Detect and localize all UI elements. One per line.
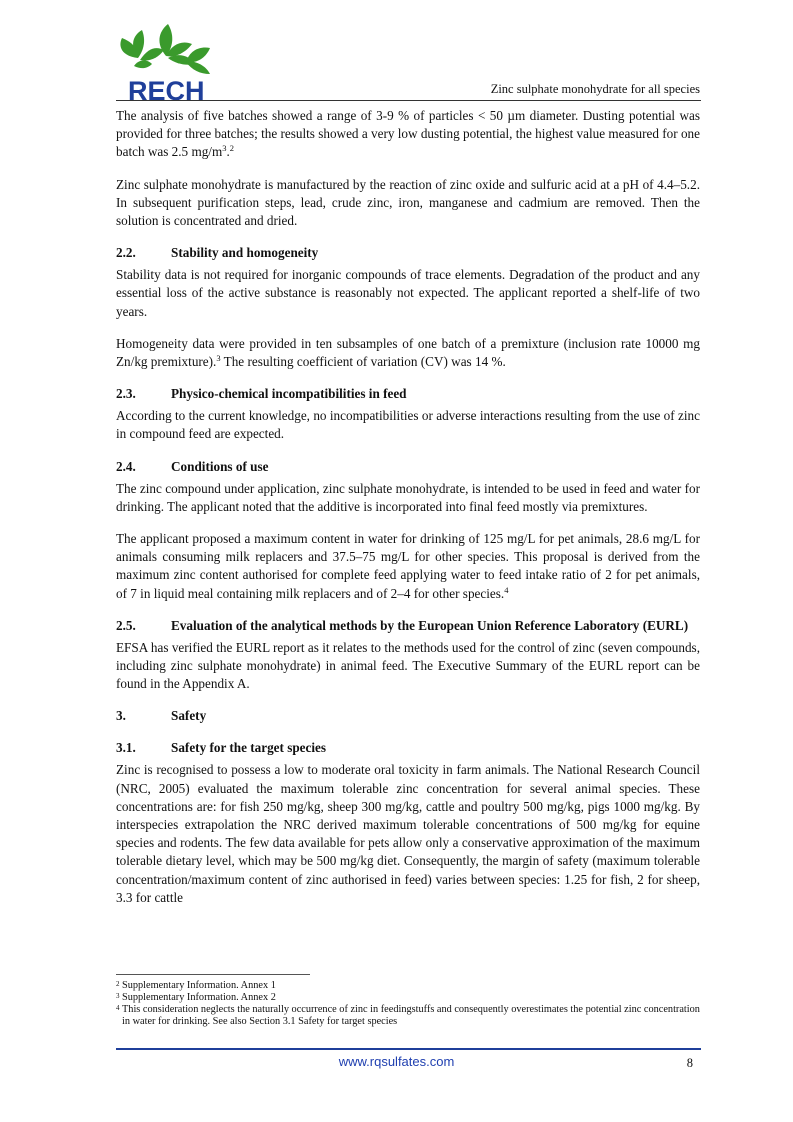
heading-2-5: 2.5. Evaluation of the analytical methods by the European Union Reference Laboratory (EURL): [116, 617, 689, 633]
heading-2-4: 2.4. Conditions of use: [116, 458, 269, 474]
leaf-logo-icon: [116, 18, 216, 104]
paragraph-incompatibilities: According to the current knowledge, no incompatibilities or adverse interactions resulting from the use of zinc in compound feed are expected.: [116, 408, 700, 442]
paragraph-stability: Stability data is not required for inorganic compounds of trace elements. Degradation of the product and any essential loss of the active substance is reasonably not expected. The applicant reported a shelf-life of two years.: [116, 267, 700, 319]
footnote-ref: 2: [229, 143, 235, 154]
footnote-divider: [116, 974, 310, 975]
paragraph-eurl: EFSA has verified the EURL report as it relates to the methods used for the control of zinc (seven compounds, including zinc sulphate monohydrate) in animal feed. The Executive Summary of the EURL report can be found in the Appendix A.: [116, 639, 700, 692]
page-number: 8: [686, 1056, 693, 1070]
paragraph-manufacture: Zinc sulphate monohydrate is manufactured by the reaction of zinc oxide and sulfuric acid at a pH of 4.4–5.2. In subsequent purification steps, lead, crude zinc, iron, manganese and cadmium are removed. Then the solution is concentrated and dried.: [116, 176, 700, 229]
footnote-ref: 4: [504, 584, 509, 595]
footnote: 4 This consideration neglects the naturally occurrence of zinc in feedingstuffs and consequently overestimates the potential zinc concentration in water for drinking. See also Section 3.1 Safety for target species: [116, 1004, 700, 1027]
paragraph-safety-target: Zinc is recognised to possess a low to moderate oral toxicity in farm animals. The National Research Council (NRC, 2005) evaluated the maximum tolerable zinc concentration for several animal species. These concentrations are: for fish 250 mg/kg, sheep 300 mg/kg, cattle and poultry 500 mg/kg, pigs 1000 mg/kg. By interspecies extrapolation the NRC derived maximum tolerable concentrations of 500 mg/kg for equine species and rodents. The few data available for pets allow only a conservative approximation of the maximum tolerable dietary level, which may be 500 mg/kg diet. Consequently, the margin of safety (maximum tolerable concentration/maximum content of zinc authorised in feed) varies between species: 1.25 for fish, 2 for sheep, 3.3 for cattle: [116, 762, 700, 905]
paragraph-max-content: The applicant proposed a maximum content in water for drinking of 125 mg/L for pet animals, 28.6 mg/L for animals consuming milk replacers and 37.5–75 mg/L for other species. This proposal is derived from the maximum zinc content authorised for complete feed applying water to feed intake ratio of 2 for pet animals, of 7 in liquid meal containing milk replacers and of 2–4 for other species.$^4$: [116, 531, 700, 601]
paragraph-particle-analysis: The analysis of five batches showed a range of 3-9 % of particles < 50 µm diameter. Dusting potential was provided for three batches; the results showed a very low dusting potential, the highest value measured for one batch was 2.5 $mg/m^3.^2$: [116, 108, 700, 160]
heading-3-1: 3.1. Safety for the target species: [116, 740, 327, 756]
heading-2-2: 2.2. Stability and homogeneity: [116, 245, 319, 261]
footnotes: [116, 980, 701, 1028]
footer-website-link[interactable]: www.rqsulfates.com: [338, 1054, 455, 1069]
heading-2-3: 2.3. Physico-chemical incompatibilities in feed: [116, 386, 407, 402]
paragraph-conditions-use: The zinc compound under application, zinc sulphate monohydrate, is intended to be used in feed and water for drinking. The applicant noted that the additive is incorporated into final feed mostly via premixtures.: [116, 480, 700, 514]
main-content: [116, 107, 700, 921]
paragraph-homogeneity: Homogeneity data were provided in ten subsamples of one batch of a premixture (inclusion rate 10000 mg Zn/kg premixture).$^3$ The resulting coefficient of variation (CV) was 14 %.: [116, 335, 700, 370]
heading-3: 3. Safety: [116, 708, 207, 724]
document-title: Zinc sulphate monohydrate for all species: [490, 82, 700, 96]
rech-logo: [116, 18, 216, 104]
footnote: 2 Supplementary Information. Annex 1: [116, 980, 276, 991]
header-divider: [116, 100, 701, 101]
footnote-ref: 3: [216, 353, 221, 364]
footnote: 3 Supplementary Information. Annex 2: [116, 992, 276, 1003]
logo-text: RECH: [128, 76, 205, 104]
footer-divider: [116, 1048, 701, 1050]
